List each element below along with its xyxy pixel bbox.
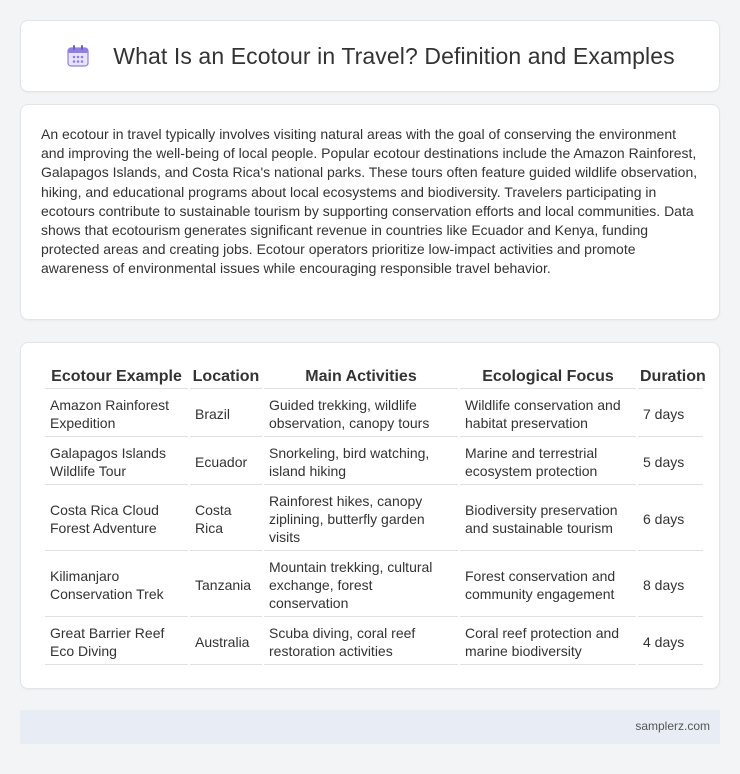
ecotour-table <box>43 363 705 667</box>
intro-paragraph: An ecotour in travel typically involves visiting natural areas with the goal of conserving the environment and improving the well-being of local people. Popular ecotour destinations include the Amazon Rainforest, Galapagos Islands, and Costa Rica's national parks. These tours often feature guided wildlife observation, hiking, and educational programs about local ecosystems and biodiversity. Travelers participating in ecotours contribute to sustainable tourism by supporting conservation efforts and local communities. Data shows that ecotourism generates significant revenue in countries like Ecuador and Kenya, funding protected areas and creating jobs. Ecotour operators prioritize low-impact activities and promote awareness of environmental issues while encouraging responsible travel behavior. <box>41 126 698 277</box>
cell-example: Great Barrier Reef Eco Diving <box>45 619 188 665</box>
footer-site-link[interactable]: samplerz.com <box>635 719 710 733</box>
header-duration: Duration <box>638 365 703 389</box>
cell-location: Brazil <box>190 391 262 437</box>
cell-focus: Biodiversity preservation and sustainable tourism <box>460 487 636 551</box>
header-location: Location <box>190 365 262 389</box>
cell-duration: 6 days <box>638 487 703 551</box>
cell-example: Amazon Rainforest Expedition <box>45 391 188 437</box>
cell-example: Galapagos Islands Wildlife Tour <box>45 439 188 485</box>
footer <box>20 710 720 744</box>
cell-activities: Snorkeling, bird watching, island hiking <box>264 439 458 485</box>
cell-activities: Rainforest hikes, canopy ziplining, butterfly garden visits <box>264 487 458 551</box>
cell-location: Ecuador <box>190 439 262 485</box>
table-row <box>45 487 703 551</box>
cell-location: Costa Rica <box>190 487 262 551</box>
cell-duration: 4 days <box>638 619 703 665</box>
cell-focus: Coral reef protection and marine biodiversity <box>460 619 636 665</box>
cell-location: Tanzania <box>190 553 262 617</box>
intro-card <box>20 104 720 320</box>
header-ecological-focus: Ecological Focus <box>460 365 636 389</box>
cell-duration: 8 days <box>638 553 703 617</box>
cell-focus: Marine and terrestrial ecosystem protection <box>460 439 636 485</box>
cell-duration: 5 days <box>638 439 703 485</box>
cell-focus: Wildlife conservation and habitat preservation <box>460 391 636 437</box>
table-header-row <box>45 365 703 389</box>
cell-example: Costa Rica Cloud Forest Adventure <box>45 487 188 551</box>
calendar-icon <box>65 43 91 69</box>
cell-duration: 7 days <box>638 391 703 437</box>
cell-activities: Scuba diving, coral reef restoration activities <box>264 619 458 665</box>
cell-example: Kilimanjaro Conservation Trek <box>45 553 188 617</box>
cell-activities: Guided trekking, wildlife observation, canopy tours <box>264 391 458 437</box>
table-row <box>45 619 703 665</box>
page-title: What Is an Ecotour in Travel? Definition and Examples <box>113 42 675 69</box>
cell-location: Australia <box>190 619 262 665</box>
table-row <box>45 553 703 617</box>
header-main-activities: Main Activities <box>264 365 458 389</box>
table-row <box>45 439 703 485</box>
header-ecotour-example: Ecotour Example <box>45 365 188 389</box>
table-row <box>45 391 703 437</box>
table-card <box>20 342 720 689</box>
title-card <box>20 20 720 92</box>
cell-activities: Mountain trekking, cultural exchange, forest conservation <box>264 553 458 617</box>
cell-focus: Forest conservation and community engagement <box>460 553 636 617</box>
